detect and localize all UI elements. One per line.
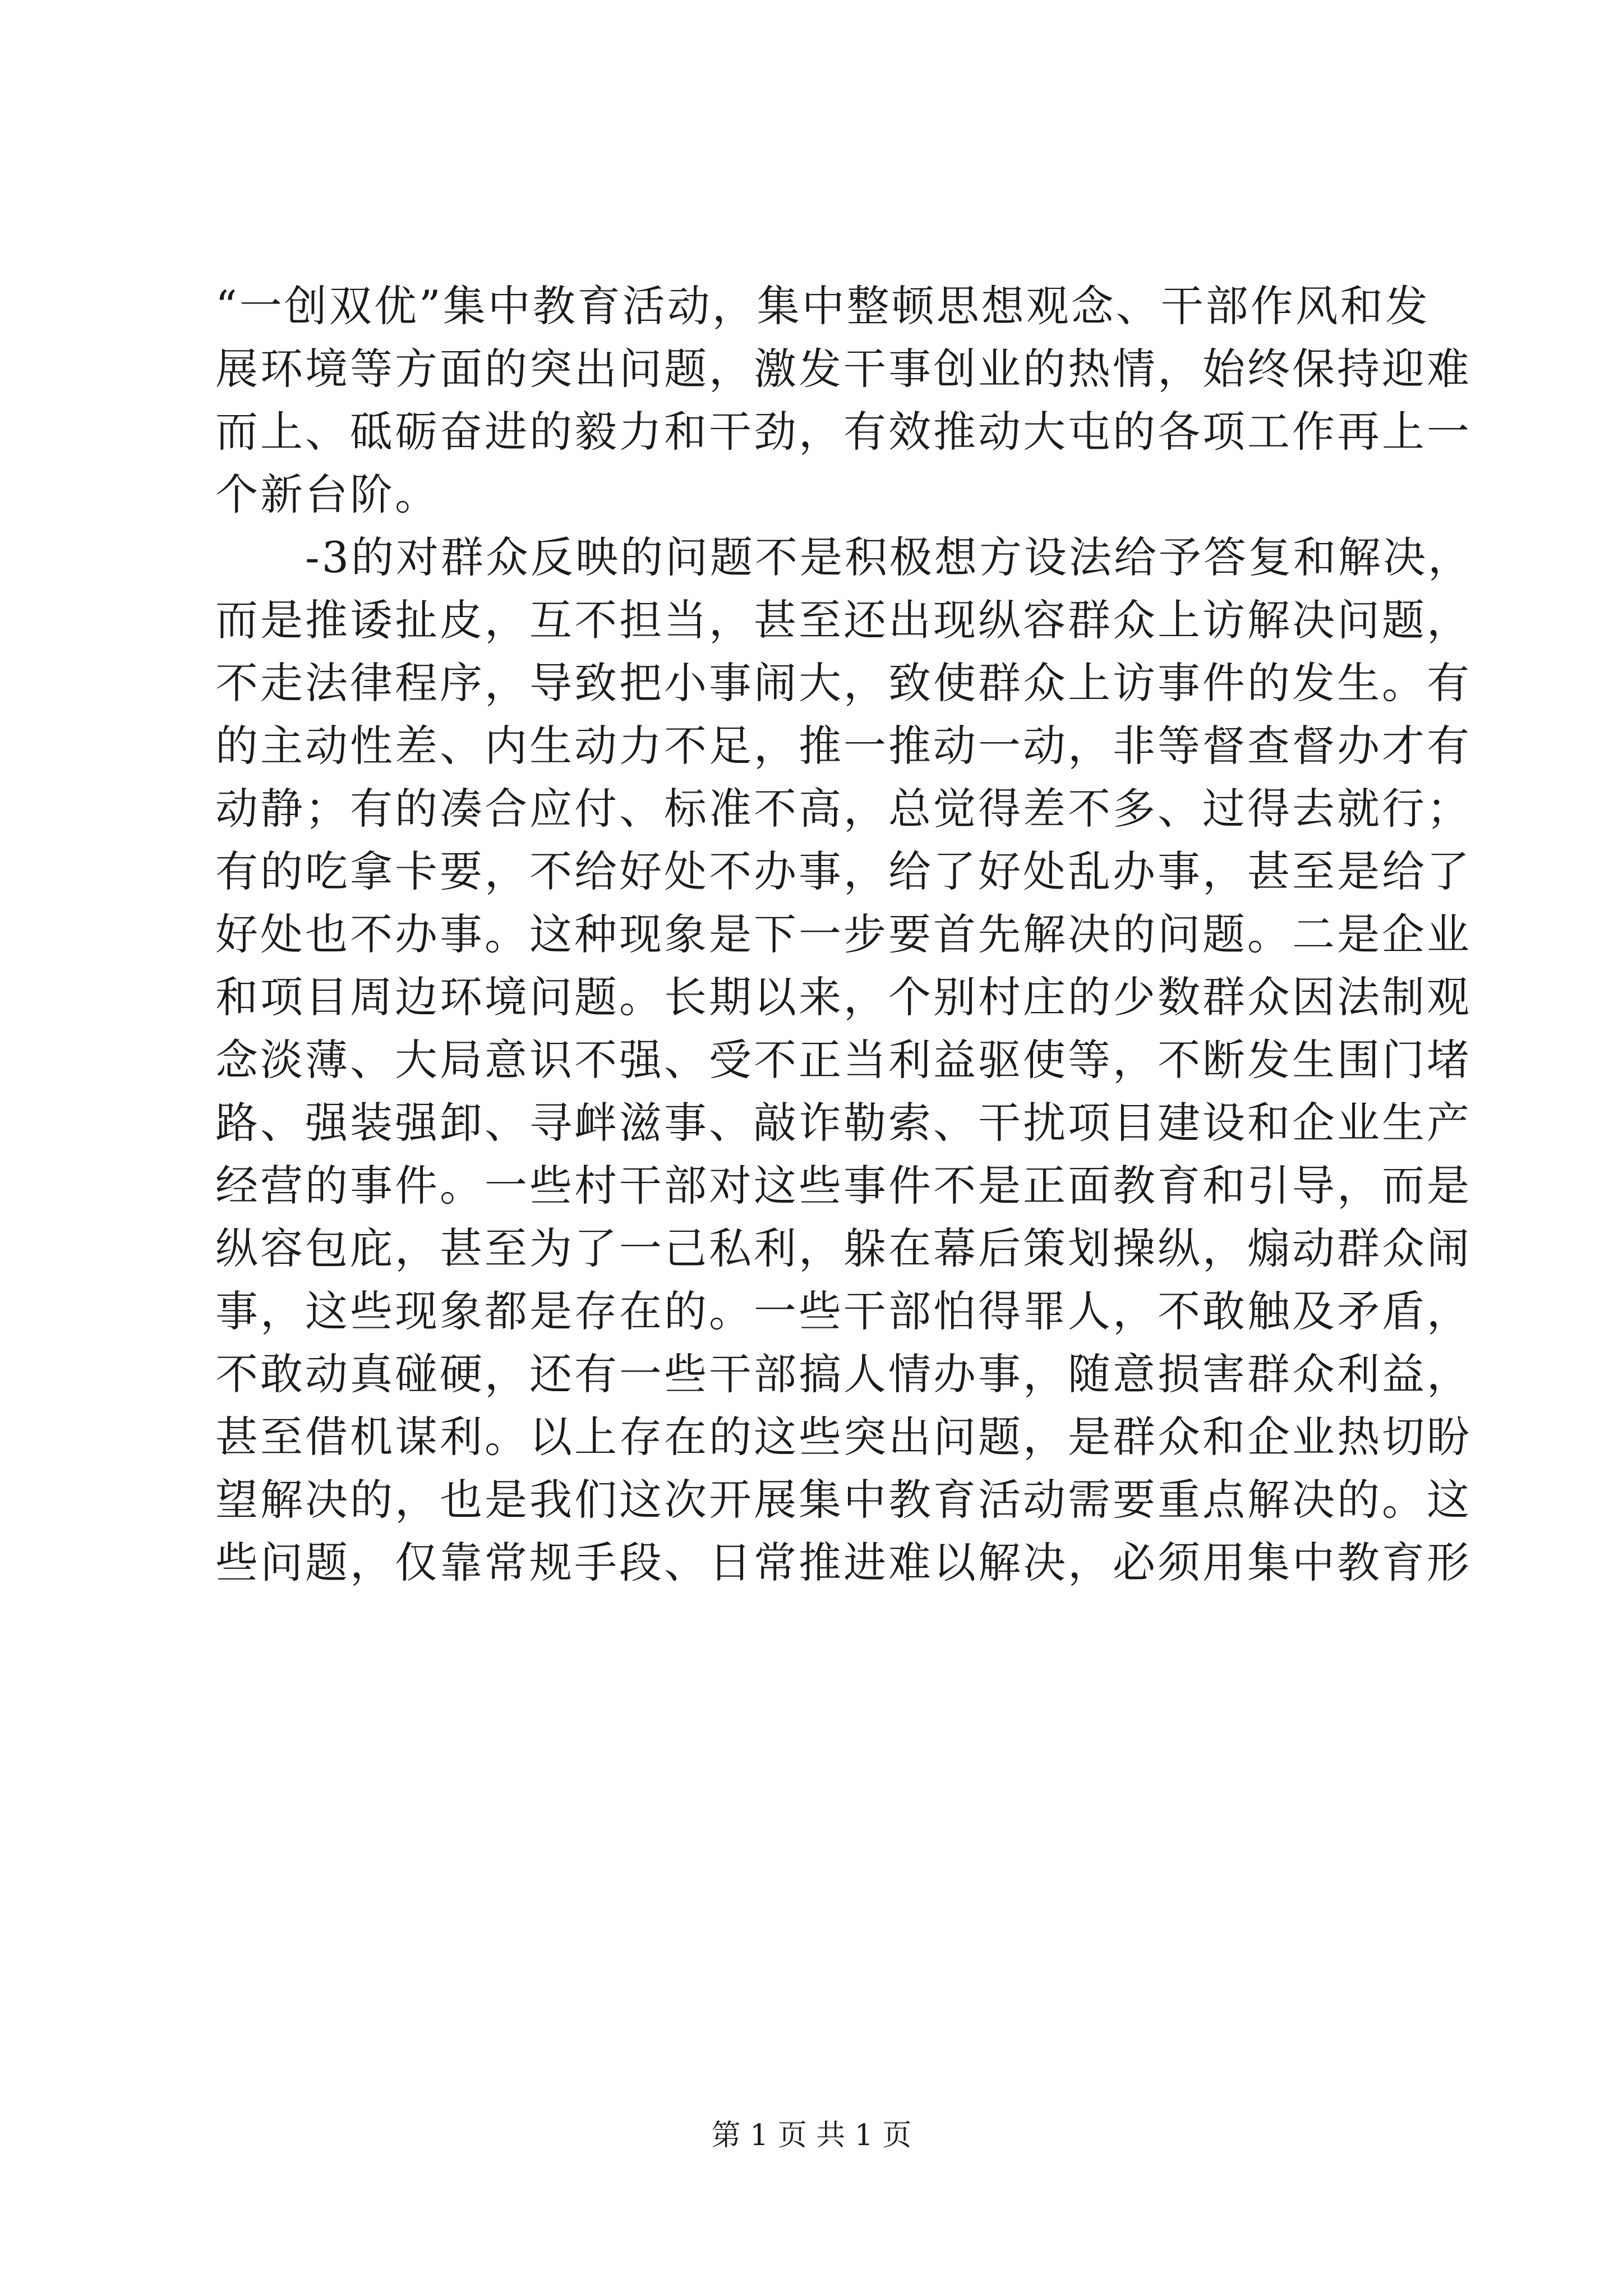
text-line-9: 动静；有的凑合应付、标准不高，总觉得差不多、过得去就行； [215, 784, 1472, 834]
page-number-footer: 第 1 页 共 1 页 [711, 2119, 912, 2152]
text-line-7: 不走法律程序，导致把小事闹大，致使群众上访事件的发生。有 [215, 658, 1472, 708]
text-line-17: 事，这些现象都是存在的。一些干部怕得罪人，不敢触及矛盾， [215, 1286, 1472, 1336]
text-line-15: 经营的事件。一些村干部对这些事件不是正面教育和引导，而是 [215, 1161, 1472, 1211]
text-line-18: 不敢动真碰硬，还有一些干部搞人情办事，随意损害群众利益， [215, 1349, 1472, 1399]
document-body [215, 275, 1473, 1594]
text-line-5: -3的对群众反映的问题不是积极想方设法给予答复和解决， [215, 532, 1473, 582]
text-line-3: 而上、砥砺奋进的毅力和干劲，有效推动大屯的各项工作再上一 [215, 407, 1472, 457]
text-line-1: “一创双优”集中教育活动，集中整顿思想观念、干部作风和发 [215, 281, 1430, 331]
text-line-4: 个新台阶。 [215, 470, 440, 519]
text-line-8: 的主动性差、内生动力不足，推一推动一动，非等督查督办才有 [215, 721, 1472, 771]
text-line-13: 念淡薄、大局意识不强、受不正当利益驱使等，不断发生围门堵 [215, 1035, 1472, 1085]
text-line-20: 望解决的，也是我们这次开展集中教育活动需要重点解决的。这 [215, 1475, 1472, 1525]
text-line-21: 些问题，仅靠常规手段、日常推进难以解决，必须用集中教育形 [215, 1538, 1472, 1588]
text-line-12: 和项目周边环境问题。长期以来，个别村庄的少数群众因法制观 [215, 972, 1472, 1022]
text-line-19: 甚至借机谋利。以上存在的这些突出问题，是群众和企业热切盼 [215, 1412, 1472, 1462]
text-line-2: 展环境等方面的突出问题，激发干事创业的热情，始终保持迎难 [215, 344, 1472, 394]
text-line-6: 而是推诿扯皮，互不担当，甚至还出现纵容群众上访解决问题， [215, 595, 1472, 645]
text-line-10: 有的吃拿卡要，不给好处不办事，给了好处乱办事，甚至是给了 [215, 846, 1472, 896]
text-line-14: 路、强装强卸、寻衅滋事、敲诈勒索、干扰项目建设和企业生产 [215, 1098, 1472, 1148]
text-line-11: 好处也不办事。这种现象是下一步要首先解决的问题。二是企业 [215, 909, 1472, 959]
text-line-16: 纵容包庇，甚至为了一己私利，躲在幕后策划操纵，煽动群众闹 [215, 1223, 1472, 1273]
